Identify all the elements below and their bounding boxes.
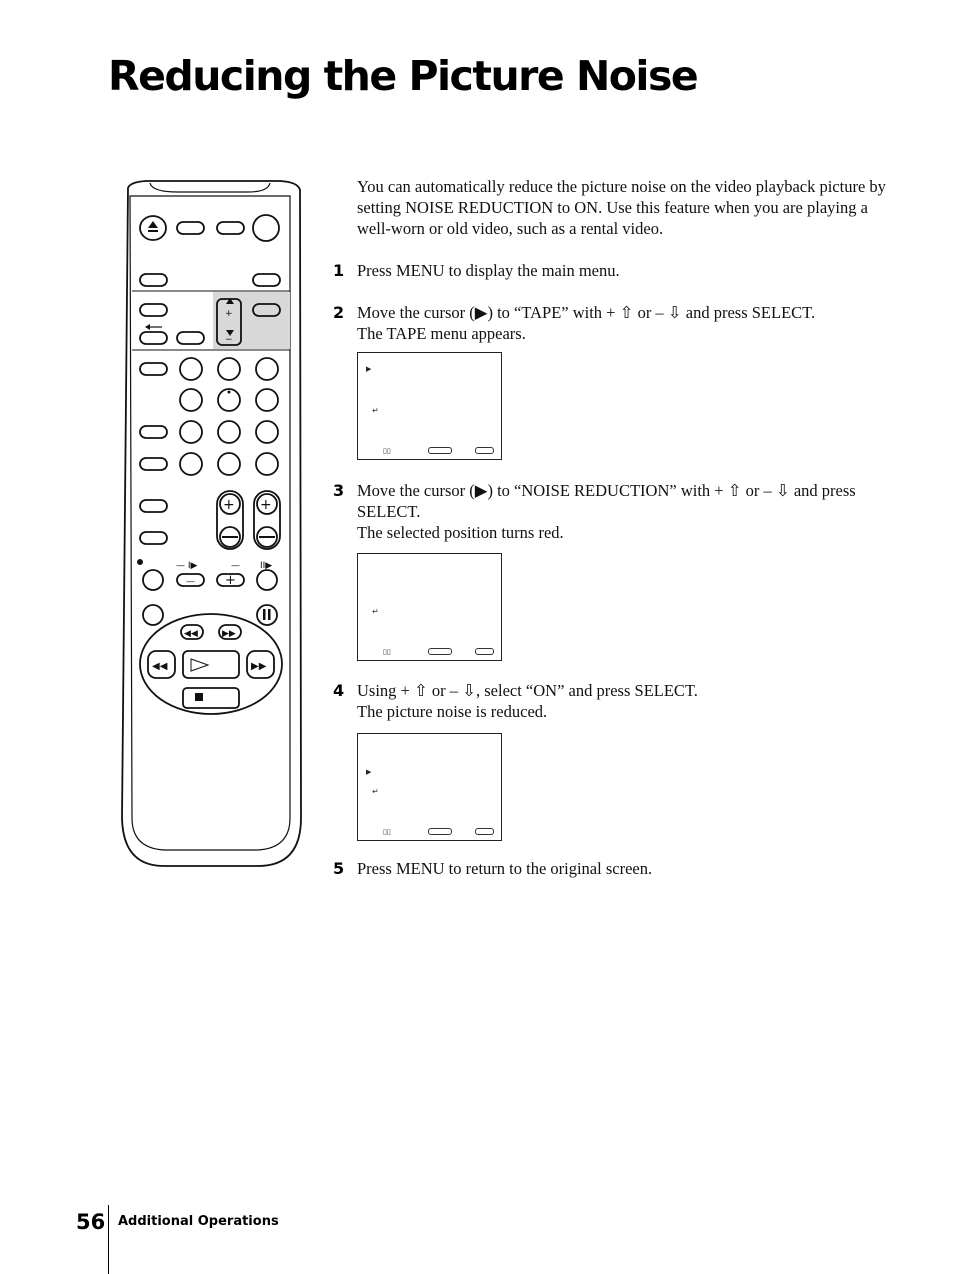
step-number: 4 bbox=[333, 681, 345, 700]
step-line: SELECT. bbox=[357, 502, 421, 521]
menu-pill-icon bbox=[475, 648, 494, 655]
menu-pill-icon bbox=[428, 447, 452, 454]
menu-badge-icon: ▯▯ bbox=[383, 828, 391, 836]
step-line: Using + ⇧ or – ⇩, select “ON” and press SELECT. bbox=[357, 681, 698, 700]
return-icon: ↵ bbox=[372, 607, 379, 616]
menu-cursor-icon: ▶ bbox=[366, 365, 372, 373]
step-line: Move the cursor (▶) to “NOISE REDUCTION” with + ⇧ or – ⇩ and press bbox=[357, 481, 856, 500]
tv-screen-noise-reduction bbox=[357, 553, 502, 661]
step-number: 2 bbox=[333, 303, 345, 322]
menu-pill-icon bbox=[475, 447, 494, 454]
page-title: Reducing the Picture Noise bbox=[108, 52, 698, 100]
svg-text:▶▶: ▶▶ bbox=[222, 629, 236, 639]
svg-text:+: + bbox=[225, 573, 236, 588]
section-name: Additional Operations bbox=[118, 1214, 279, 1229]
return-icon: ↵ bbox=[372, 787, 379, 796]
svg-text:▶▶: ▶▶ bbox=[251, 661, 267, 672]
step-line: Press MENU to display the main menu. bbox=[357, 261, 620, 280]
step-line: The TAPE menu appears. bbox=[357, 324, 526, 343]
svg-text:+: + bbox=[223, 497, 235, 513]
menu-pill-icon bbox=[475, 828, 494, 835]
svg-text:— I▶: — I▶ bbox=[176, 561, 198, 571]
return-icon: ↵ bbox=[372, 406, 379, 415]
tv-screen-tape-menu bbox=[357, 352, 502, 460]
svg-text:—: — bbox=[186, 577, 195, 587]
step-number: 3 bbox=[333, 481, 345, 500]
step-number: 5 bbox=[333, 859, 345, 878]
step-line: The selected position turns red. bbox=[357, 523, 564, 542]
svg-text:−: − bbox=[225, 335, 233, 345]
menu-badge-icon: ▯▯ bbox=[383, 447, 391, 455]
page-number: 56 bbox=[76, 1210, 106, 1234]
tv-screen-noise-on bbox=[357, 733, 502, 841]
intro-paragraph: You can automatically reduce the picture noise on the video playback picture by setting NOISE REDUCTION to ON. Use this feature when you are playing a well-worn or old video, such as a rental video. bbox=[357, 177, 886, 238]
step-line: Press MENU to return to the original screen. bbox=[357, 859, 653, 878]
step-line: The picture noise is reduced. bbox=[357, 702, 548, 721]
menu-cursor-icon: ▶ bbox=[366, 768, 372, 776]
menu-badge-icon: ▯▯ bbox=[383, 648, 391, 656]
menu-pill-icon bbox=[428, 828, 452, 835]
svg-text:—: — bbox=[231, 561, 240, 571]
svg-text:◀◀: ◀◀ bbox=[152, 661, 168, 672]
footer-divider bbox=[108, 1205, 109, 1274]
step-number: 1 bbox=[333, 261, 345, 280]
step-line: Move the cursor (▶) to “TAPE” with + ⇧ or – ⇩ and press SELECT. bbox=[357, 303, 816, 322]
svg-text:II▶: II▶ bbox=[260, 561, 273, 571]
svg-text:+: + bbox=[225, 309, 233, 319]
svg-text:+: + bbox=[260, 497, 272, 513]
menu-pill-icon bbox=[428, 648, 452, 655]
svg-text:◀◀: ◀◀ bbox=[184, 629, 198, 639]
remote-control-illustration bbox=[118, 178, 304, 870]
